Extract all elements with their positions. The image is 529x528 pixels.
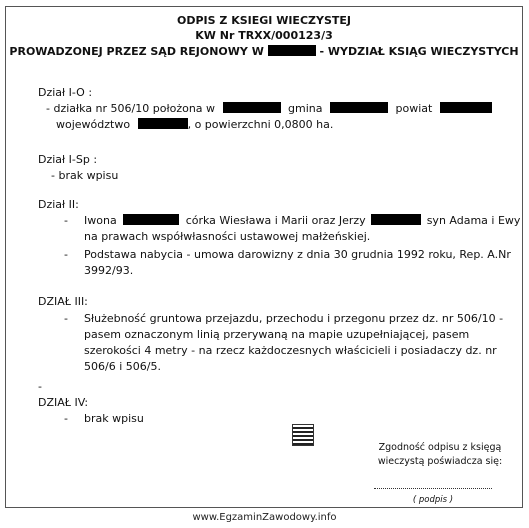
bullet-dash: - [64, 312, 68, 325]
redaction-box [123, 214, 179, 225]
iv-item: brak wpisu [84, 412, 144, 425]
redaction-box [268, 45, 316, 56]
section-title-ii: Dział II: [38, 198, 79, 211]
redaction-box [371, 214, 421, 225]
bullet-dash: - [64, 412, 68, 425]
ii-text-a: Iwona [84, 214, 117, 227]
ii-item-2-line-1: Podstawa nabycia - umowa darowizny z dnia 30 grudnia 1992 roku, Rep. A.Nr [84, 248, 511, 261]
redaction-box [440, 102, 492, 113]
footer-watermark: www.EgzaminZawodowy.info [192, 512, 337, 523]
bullet-dash: - [38, 380, 42, 393]
redaction-box [223, 102, 281, 113]
iii-line-2: pasem oznaczonym linią przerywaną na mapie uzupełniającej, pasem [84, 328, 470, 341]
iii-line-3: szerokości 4 metry - na rzecz każdoczesnych właścicieli i posiadaczy dz. nr [84, 344, 497, 357]
io-text-a: - działka nr 506/10 położona w [46, 102, 216, 115]
section-title-io: Dział I-O : [38, 86, 93, 99]
iii-line-1: Służebność gruntowa przejazdu, przechodu i przegonu przez dz. nr 506/10 - [84, 312, 504, 325]
ii-item-1-line-2: na prawach współwłasności ustawowej małżeńskiej. [84, 230, 371, 243]
redaction-box [138, 118, 188, 129]
document-page [5, 6, 523, 508]
bullet-dash: - [64, 248, 68, 261]
isp-item: - brak wpisu [51, 169, 119, 182]
ii-text-c: syn Adama i Ewy [426, 214, 521, 227]
bullet-dash: - [64, 214, 68, 227]
doc-title: ODPIS Z KSIEGI WIECZYSTEJ [177, 14, 351, 27]
ii-text-b: córka Wiesława i Marii oraz Jerzy [185, 214, 366, 227]
io-line-1 [46, 101, 492, 116]
signature-dotted-line [374, 488, 492, 489]
section-title-iii: DZIAŁ III: [38, 295, 88, 308]
iii-line-4: 506/6 i 506/5. [84, 360, 161, 373]
kw-number: KW Nr TRXX/000123/3 [195, 29, 333, 42]
court-text-a: PROWADZONEJ PRZEZ SĄD REJONOWY W [9, 45, 264, 58]
io-text-c: powiat [395, 102, 433, 115]
signature-line-1: Zgodność odpisu z księgą [378, 442, 502, 453]
podpis-label: ( podpis ) [412, 495, 454, 505]
io-text-b: gmina [288, 102, 323, 115]
io-line-2 [56, 117, 333, 132]
qr-code-icon [292, 424, 314, 446]
section-title-iv: DZIAŁ IV: [38, 396, 89, 409]
redaction-box [330, 102, 388, 113]
court-line [6, 45, 522, 59]
io-text-d: województwo [56, 118, 131, 131]
section-title-isp: Dział I-Sp : [38, 153, 98, 166]
ii-item-1-line-1 [84, 213, 520, 228]
io-text-e: , o powierzchni 0,0800 ha. [187, 118, 334, 131]
court-text-b: - WYDZIAŁ KSIĄG WIECZYSTYCH [319, 45, 519, 58]
ii-item-2-line-2: 3992/93. [84, 264, 134, 277]
signature-line-2: wieczystą poświadcza się: [377, 456, 503, 467]
